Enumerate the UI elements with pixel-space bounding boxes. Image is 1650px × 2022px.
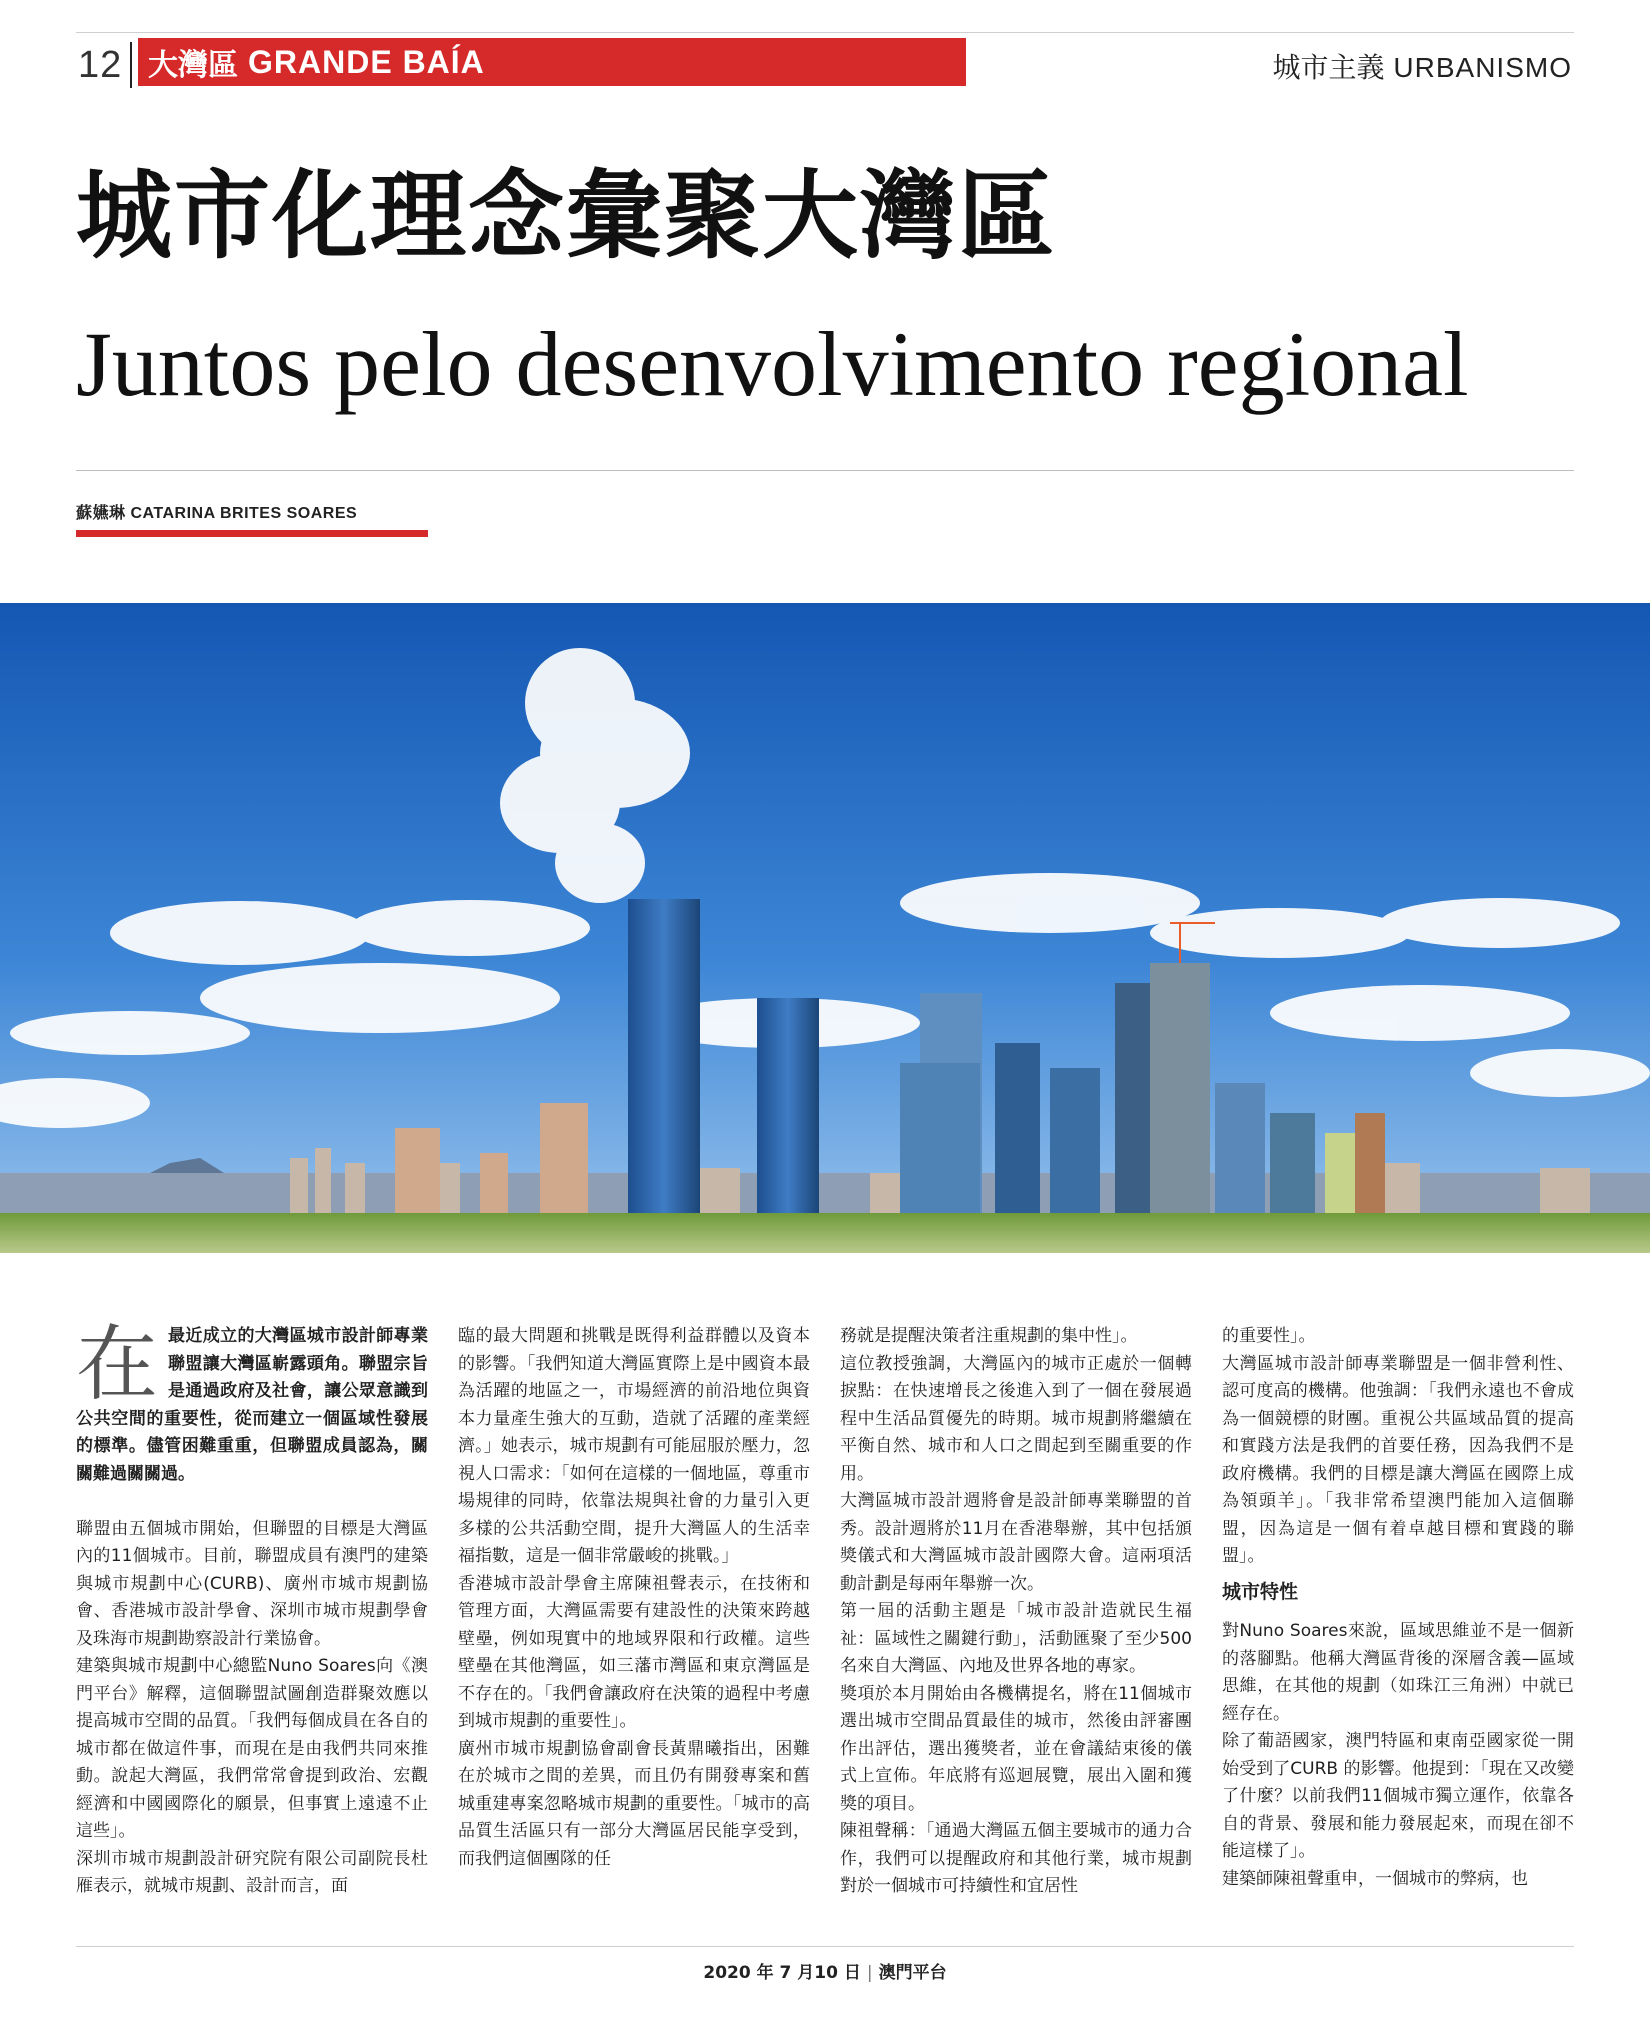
paragraph: 大灣區城市設計師專業聯盟是一個非營利性、認可度高的機構。他強調：「我們永遠也不會成為一個競標的財團。重視公共區域品質的提高和實踐方法是我們的首要任務，因為我們不是政府機構。我們的目標是讓大灣區在國際上成為領頭羊」。「我非常希望澳門能加入這個聯盟，因為這是一個有着卓越目標和實踐的聯盟」。 xyxy=(1222,1353,1574,1566)
paragraph: 除了葡語國家，澳門特區和東南亞國家從一開始受到了CURB 的影響。他提到：「現在又改變了什麼？以前我們11個城市獨立運作，依靠各自的背景、發展和能力發展起來，而現在卻不能這樣了」。 xyxy=(1222,1731,1574,1861)
byline-accent-bar xyxy=(76,530,428,537)
column-1 xyxy=(76,1317,428,1896)
section-label-zh: 大灣區 xyxy=(148,48,238,83)
paragraph: 廣州市城市規劃協會副會長黃鼎曦指出，困難在於城市之間的差異，而且仍有開發專案和舊城重建專案忽略城市規劃的重要性。「城市的高品質生活區只有一部分大灣區居民能享受到，而我們這個團隊的任 xyxy=(458,1738,810,1869)
headline-pt: Juntos pelo desenvolvimento regional xyxy=(76,313,1469,415)
byline: 蘇嬿琳 CATARINA BRITES SOARES xyxy=(76,505,358,522)
column-2 xyxy=(458,1323,810,1873)
paragraph: 建築與城市規劃中心總監Nuno Soares向《澳門平台》解釋，這個聯盟試圖創造群聚效應以提高城市空間的品質。「我們每個成員在各自的城市都在做這件事，而現在是由我們共同來推動。說起大灣區，我們常常會提到政治、宏觀經濟和中國國際化的願景，但事實上遠遠不止這些」。 xyxy=(76,1656,428,1841)
skyline-photo xyxy=(0,603,1650,1253)
paragraph: 聯盟由五個城市開始，但聯盟的目標是大灣區內的11個城市。目前，聯盟成員有澳門的建築與城市規劃中心(CURB)、廣州市城市規劃協會、香港城市設計學會、深圳市城市規劃學會及珠海市規劃勘察設計行業協會。 xyxy=(76,1518,428,1649)
paragraph: 臨的最大問題和挑戰是既得利益群體以及資本的影響。「我們知道大灣區實際上是中國資本最為活躍的地區之一，市場經濟的前沿地位與資本力量產生強大的互動，造就了活躍的產業經濟。」她表示，城市規劃有可能屈服於壓力，忽視人口需求：「如何在這樣的一個地區，尊重市場規律的同時，依靠法規與社會的力量引入更多樣的公共活動空間，提升大灣區人的生活幸福指數，這是一個非常嚴峻的挑戰。」 xyxy=(458,1326,810,1566)
paragraph: 第一屆的活動主題是「城市設計造就民生福祉：區域性之關鍵行動」，活動匯聚了至少500名來自大灣區、內地及世界各地的專家。 xyxy=(840,1601,1192,1676)
top-rule xyxy=(76,32,1574,33)
rubric xyxy=(1273,46,1573,86)
paragraph: 深圳市城市規劃設計研究院有限公司副院長杜雁表示，就城市規劃、設計而言，面 xyxy=(76,1848,428,1896)
dropcap: 在 xyxy=(76,1317,159,1412)
paragraph: 這位教授強調，大灣區內的城市正處於一個轉捩點：在快速增長之後進入到了一個在發展過程中生活品質優先的時期。城市規劃將繼續在平衡自然、城市和人口之間起到至關重要的作用。 xyxy=(840,1353,1192,1484)
headline-zh: 城市化理念彙聚大灣區 xyxy=(76,159,1056,272)
section-label-pt: GRANDE BAÍA xyxy=(248,43,485,80)
section-banner xyxy=(138,38,966,86)
subheading: 城市特性 xyxy=(1222,1580,1299,1603)
lead-text: 最近成立的大灣區城市設計師專業聯盟讓大灣區嶄露頭角。聯盟宗旨是通過政府及社會，讓公眾意識到公共空間的重要性，從而建立一個區域性發展的標準。儘管困難重重，但聯盟成員認為，關關難過關關過。 xyxy=(76,1326,428,1484)
footer xyxy=(0,1958,1650,1983)
paragraph: 建築師陳祖聲重申，一個城市的弊病，也 xyxy=(1222,1868,1528,1889)
paragraph: 大灣區城市設計週將會是設計師專業聯盟的首秀。設計週將於11月在香港舉辦，其中包括頒獎儀式和大灣區城市設計國際大會。這兩項活動計劃是每兩年舉辦一次。 xyxy=(840,1491,1192,1594)
page-number-divider xyxy=(130,42,132,88)
paragraph: 對Nuno Soares來說，區域思維並不是一個新的落腳點。他稱大灣區背後的深層含義—區域思維，在其他的規劃（如珠江三角洲）中就已經存在。 xyxy=(1222,1621,1574,1724)
article-body xyxy=(76,1317,1574,1896)
footer-separator: | xyxy=(866,1963,873,1983)
paragraph: 香港城市設計學會主席陳祖聲表示，在技術和管理方面，大灣區需要有建設性的決策來跨越壁壘，例如現實中的地域界限和行政權。這些壁壘在其他灣區，如三藩市灣區和東京灣區是不存在的。「我們會讓政府在決策的過程中考慮到城市規劃的重要性」。 xyxy=(458,1573,810,1731)
paragraph: 的重要性」。 xyxy=(1222,1326,1316,1346)
column-3 xyxy=(840,1323,1192,1896)
column-4 xyxy=(1222,1323,1574,1889)
paragraph: 獎項於本月開始由各機構提名，將在11個城市選出城市空間品質最佳的城市，然後由評審團作出評估，選出獲獎者，並在會議結束後的儀式上宣佈。年底將有巡迴展覽，展出入圍和獲獎的項目。 xyxy=(840,1683,1192,1814)
paragraph: 務就是提醒決策者注重規劃的集中性」。 xyxy=(840,1326,1138,1346)
lead-paragraph xyxy=(76,1317,428,1488)
headline-rule xyxy=(76,470,1574,471)
issue-date: 2020 年 7 月10 日 xyxy=(703,1963,861,1983)
paragraph: 陳祖聲稱：「通過大灣區五個主要城市的通力合作，我們可以提醒政府和其他行業，城市規劃對於一個城市可持續性和宜居性 xyxy=(840,1821,1192,1896)
publication-name: 澳門平台 xyxy=(878,1963,947,1983)
rubric-pt: URBANISMO xyxy=(1393,52,1572,83)
footer-rule xyxy=(76,1946,1574,1947)
rubric-zh: 城市主義 xyxy=(1272,51,1385,84)
page-number: 12 xyxy=(78,44,123,86)
